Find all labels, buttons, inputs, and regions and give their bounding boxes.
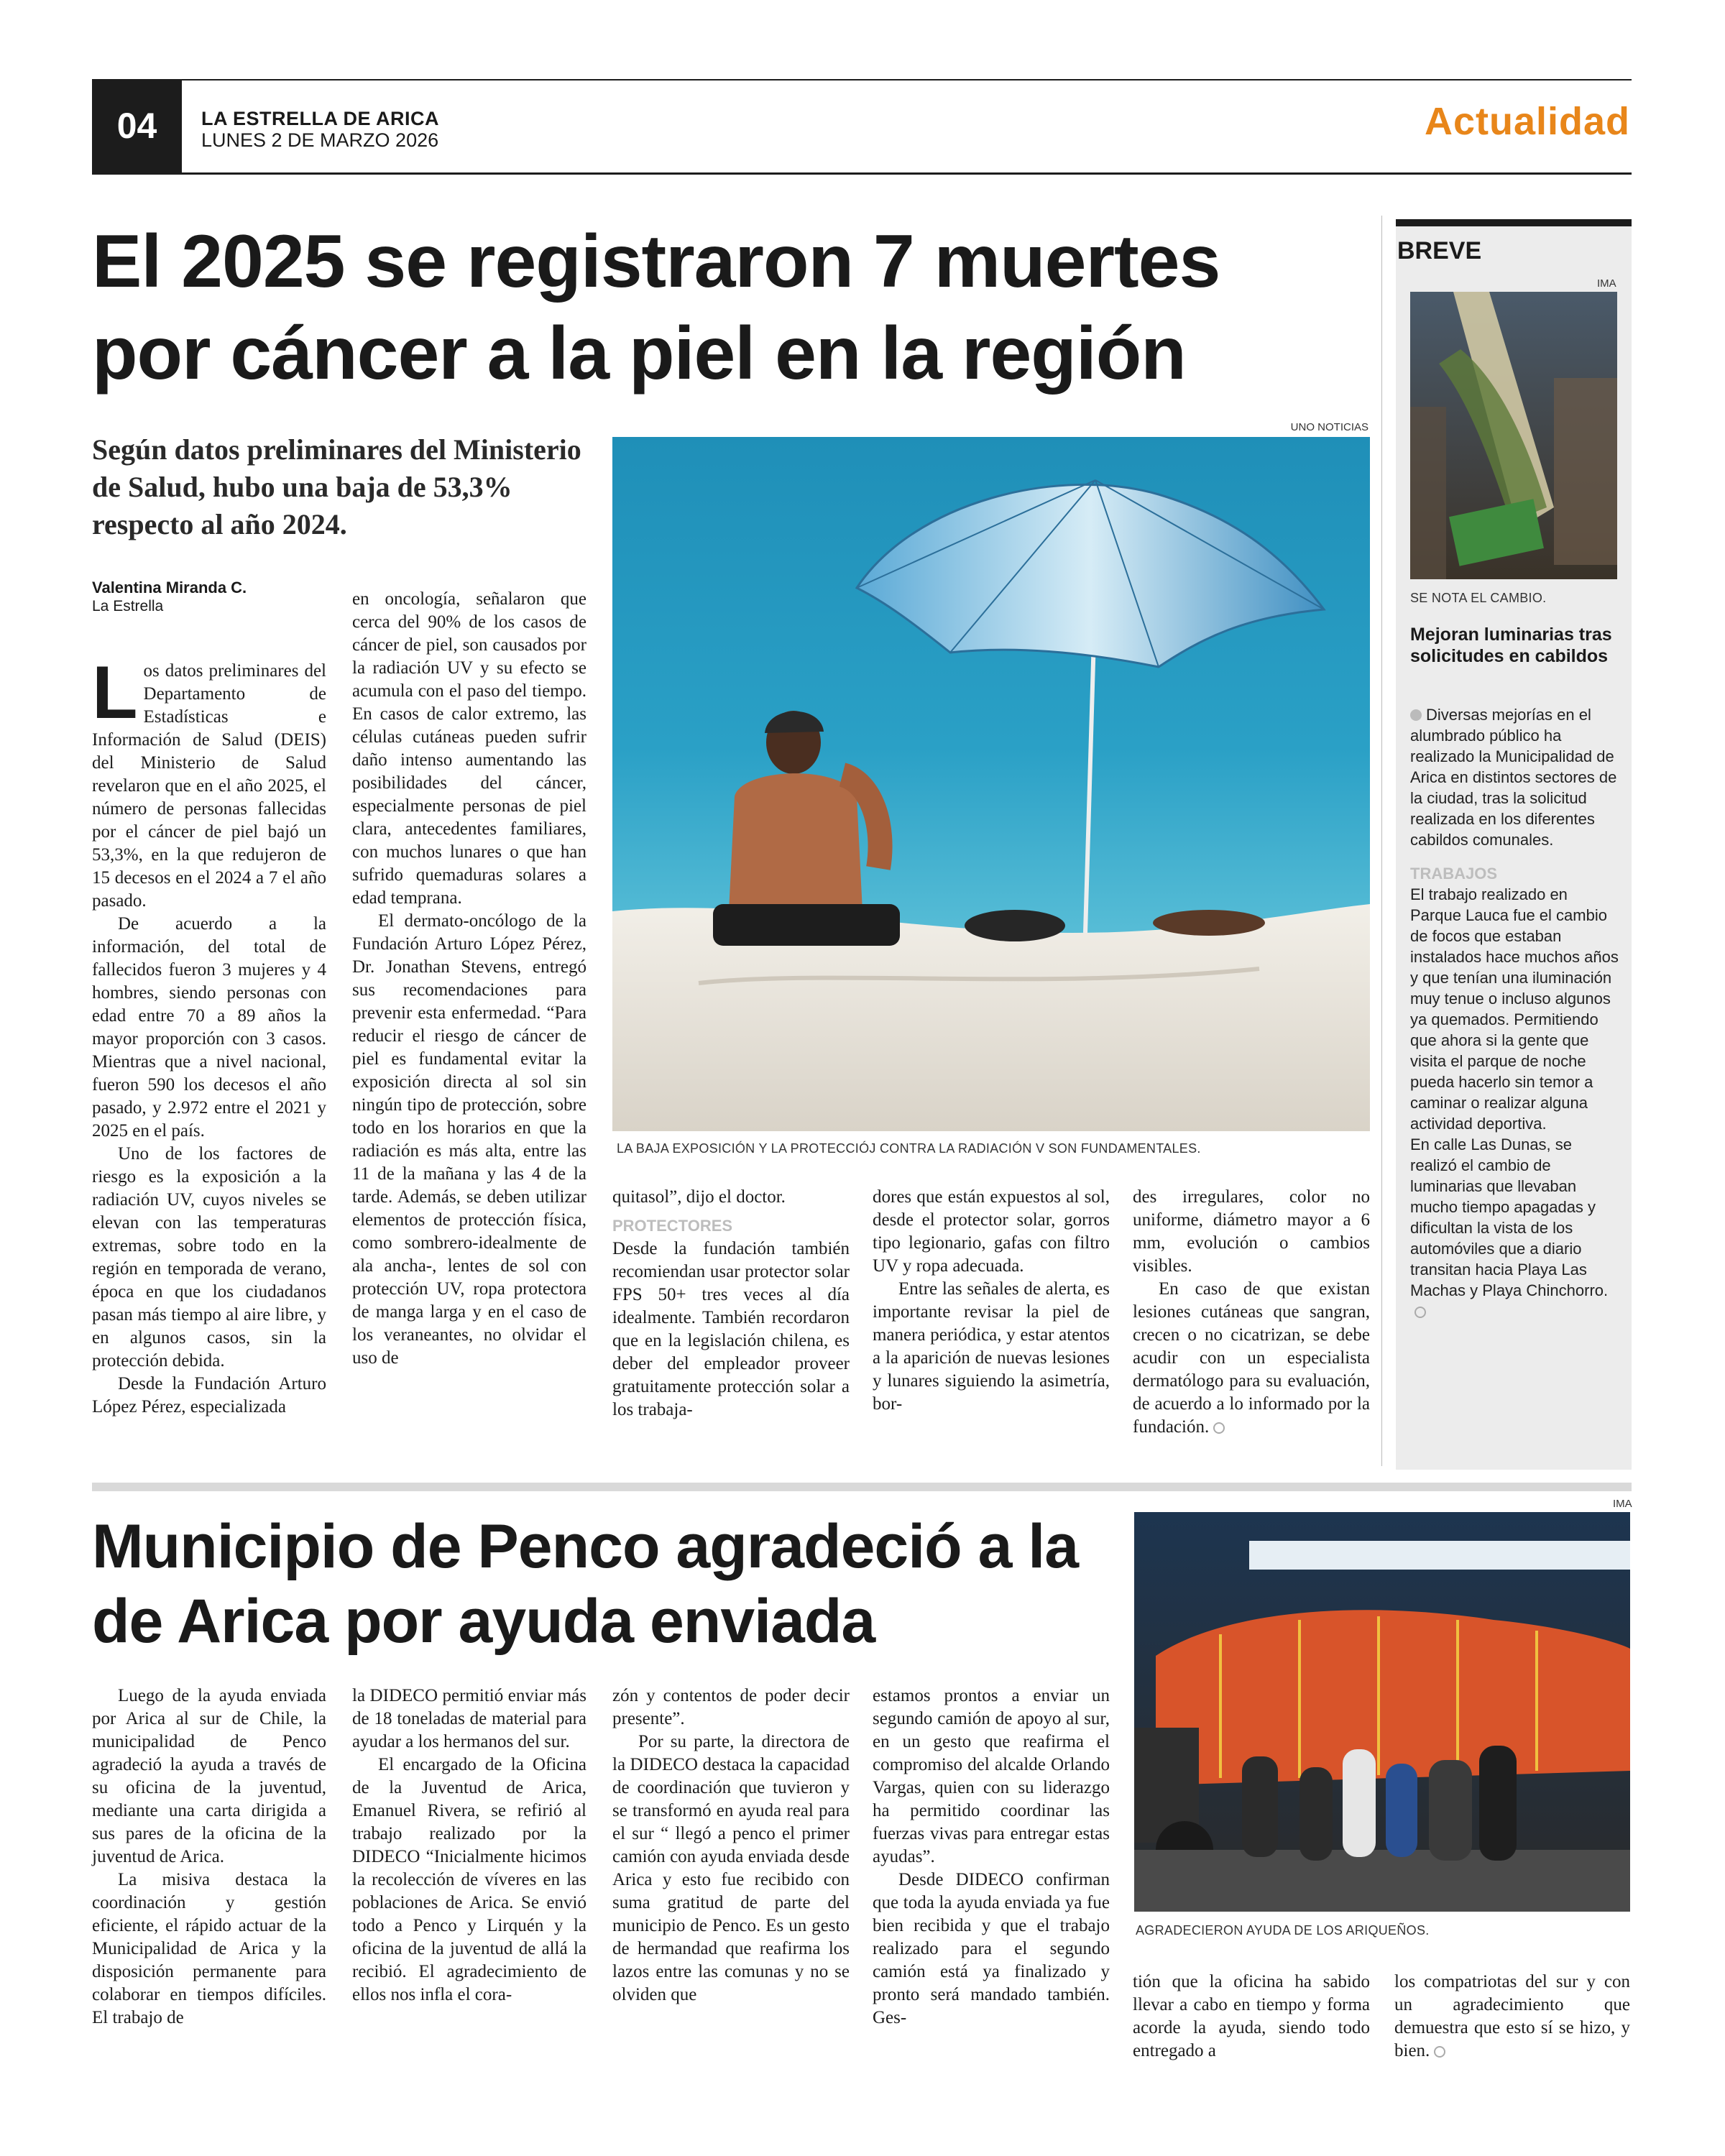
article-1-column-1: [92, 651, 326, 1419]
masthead-rule-top: [92, 79, 1632, 80]
photo-caption: SE NOTA EL CAMBIO.: [1410, 591, 1547, 605]
article-2-column-3: [612, 1685, 850, 2007]
breve-body: [1410, 704, 1619, 1322]
beach-photo: [612, 437, 1370, 1131]
paragraph: Luego de la ayuda enviada por Arica al sur de Chile, la municipalidad de Penco agradeció la ayuda a través de su oficina de la juventud, mediante una carta dirigida a sus pares de la oficina de la juventud de Arica.: [92, 1686, 326, 1866]
bag-on-sand: [965, 910, 1065, 941]
article-1-headline: [92, 216, 1386, 400]
photo-credit: IMA: [1613, 1498, 1632, 1510]
article-1-column-3: [612, 1186, 850, 1422]
headline-line: de Arica por ayuda enviada: [92, 1587, 875, 1656]
paragraph: quitasol”, dijo el doctor.: [612, 1187, 786, 1207]
article-2-column-1: [92, 1685, 326, 2030]
paragraph: en oncología, señalaron que cerca del 90% de los casos de cáncer de piel, son causados por la radiación UV y su efecto se acumula con el paso del tiempo. En casos de calor extremo, las células cutáneas pueden sufrir daño intenso aumentando las posibilidades del cáncer, especialmente personas de piel clara, antecedentes familiares, con muchos lunares o que han sufrido quemaduras solares a edad temprana.: [352, 589, 586, 908]
paragraph: Entre las señales de alerta, es importante revisar la piel de manera periódica, y estar atentos a la aparición de nuevas lesiones y lunares siguiendo la asimetría, bor-: [873, 1279, 1110, 1414]
paragraph: El trabajo realizado en Parque Lauca fue el cambio de focos que estaban instalados hace muchos años y que tenían una iluminación muy tenue o incluso algunos ya quemados. Permitiendo que ahora si la gente que visita el parque de noche pueda hacerlo sin temor a caminar o realizar alguna actividad deportiva.: [1410, 885, 1619, 1133]
man-shorts: [713, 904, 900, 946]
paragraph: [1410, 1134, 1619, 1322]
paragraph: os datos preliminares del Departamento de Estadísticas e Información de Salud (DEIS) del Ministerio de Salud revelaron que en el año 2025, el número de personas fallecidas por el cáncer de piel bajó un 53,3%, en la que redujeron de 15 decesos en el 2024 a 7 el año pasado.: [92, 661, 326, 911]
paragraph: des irregulares, color no uniforme, diámetro mayor a 6 mm, evolución o cambios visibles.: [1133, 1187, 1370, 1276]
person: [1242, 1756, 1278, 1857]
person: [1300, 1767, 1333, 1861]
paragraph: Por su parte, la directora de la DIDECO destaca la capacidad de coordinación que tuvieron y se transformó en ayuda real para el sur “ llegó a penco el primer camión con ayuda enviada desde Arica y esto fue recibido con suma gratitud de parte del municipio de Penco. Es un gesto de hermandad que reafirma los lazos entre las comunas y no se olviden que: [612, 1732, 850, 2004]
headline-line: El 2025 se registraron 7 muertes: [92, 220, 1220, 303]
article-1-column-4: [873, 1186, 1110, 1416]
column-divider: [1381, 216, 1382, 1466]
article-1-deck: Según datos preliminares del Ministerio de Salud, hubo una baja de 53,3% respecto al año 2024.: [92, 433, 581, 540]
photo-caption: LA BAJA EXPOSICIÓN Y LA PROTECCIÓJ CONTRA LA RADIACIÓN V SON FUNDAMENTALES.: [617, 1141, 1201, 1156]
breve-title: Mejoran luminarias tras solicitudes en cabildos: [1410, 625, 1612, 666]
headline-line: Municipio de Penco agradeció a la: [92, 1512, 1079, 1581]
person-lying: [1153, 910, 1265, 936]
paragraph: La misiva destaca la coordinación y gestión eficiente, el rápido actuar de la Municipalidad de Arica y la disposición permanente para colaborar en tiempos difíciles. El trabajo de: [92, 1870, 326, 2027]
paragraph: Diversas mejorías en el alumbrado público ha realizado la Municipalidad de Arica en distintos sectores de la ciudad, tras la solicitud realizada en los diferentes cabildos comunales.: [1410, 706, 1617, 849]
park-aerial-photo: [1410, 292, 1617, 579]
houses-right: [1554, 378, 1617, 565]
page-number: 04: [92, 79, 182, 172]
person: [1479, 1746, 1517, 1861]
truck-cargo-tarp: [1156, 1610, 1630, 1785]
subhead: PROTECTORES: [612, 1217, 733, 1235]
photo-caption: AGRADECIERON AYUDA DE LOS ARIQUEÑOS.: [1136, 1923, 1430, 1938]
paragraph: Desde la fundación también recomiendan usar protector solar FPS 50+ tres veces al día idealmente. También recordaron que en la legislación chilena, es deber del empleador proveer gratuitamente protección solar a los trabaja-: [612, 1239, 850, 1419]
person: [1343, 1749, 1376, 1857]
issue-date: LUNES 2 DE MARZO 2026: [201, 129, 439, 151]
paragraph: El encargado de la Oficina de la Juventud de Arica, Emanuel Rivera, se refirió al trabajo realizado por la DIDECO “Inicialmente hicimos la recolección de víveres en las poblaciones de Arica. Se envió todo a Penco y Lirquén y la oficina de la juventud de allá la recibió. El agradecimiento de ellos nos infla el cora-: [352, 1755, 586, 2004]
person: [1429, 1760, 1472, 1861]
byline-org: La Estrella: [92, 598, 164, 614]
paragraph-text: los compatriotas del sur y con un agradecimiento que demuestra que esto sí se hizo, y bien.: [1394, 1972, 1630, 2060]
truck-group-photo: [1134, 1512, 1630, 1912]
paragraph: zón y contentos de poder decir presente”.: [612, 1686, 850, 1728]
paragraph: Desde DIDECO confirman que toda la ayuda enviada ya fue bien recibida y que el trabajo realizado para el segundo camión está ya finalizado y pronto será mandado también. Ges-: [873, 1870, 1110, 2027]
paragraph: estamos prontos a enviar un segundo camión de apoyo al sur, en un gesto que reafirma el compromiso del alcalde Orlando Vargas, quien con su liderazgo ha permitido coordinar las fuerzas vivas para entregar estas ayudas”.: [873, 1686, 1110, 1866]
paragraph: la DIDECO permitió enviar más de 18 toneladas de material para ayudar a los hermanos del sur.: [352, 1686, 586, 1751]
article-divider: [92, 1483, 1632, 1491]
station-canopy: [1249, 1541, 1630, 1570]
article-2-column-4: [873, 1685, 1110, 2030]
photo-credit: IMA: [1597, 277, 1616, 290]
paragraph: dores que están expuestos al sol, desde el protector solar, gorros tipo legionario, gafas con filtro UV y ropa adecuada.: [873, 1187, 1110, 1276]
bullet-icon: [1410, 709, 1422, 721]
article-2-headline: [92, 1509, 1113, 1659]
pavement: [1134, 1850, 1630, 1912]
end-mark-icon: [1434, 2046, 1445, 2058]
article-2-column-5: [1133, 1971, 1370, 2063]
headline-line: por cáncer a la piel en la región: [92, 312, 1186, 395]
houses-left: [1410, 407, 1446, 579]
article-2-column-6: [1394, 1971, 1630, 2063]
photo-credit: UNO NOTICIAS: [1290, 421, 1368, 433]
breve-label: BREVE: [1397, 237, 1482, 264]
paragraph-text: En calle Las Dunas, se realizó el cambio de luminarias que llevaban mucho tiempo apagadas y dificultan la vista de los automóviles que a diario transitan hacia Playa Las Machas y Playa Chinchorro.: [1410, 1135, 1609, 1299]
section-name: Actualidad: [1424, 100, 1630, 143]
drop-cap: L: [92, 651, 138, 734]
paragraph: De acuerdo a la información, del total de fallecidos fueron 3 mujeres y 4 hombres, siendo personas con edad entre 70 a 89 años la mayor proporción con 3 casos. Mientras que a nivel nacional, fueron 590 los decesos el año pasado, y 2.972 entre el 2021 y 2025 en el país.: [92, 914, 326, 1141]
paragraph: Uno de los factores de riesgo es la exposición a la radiación UV, cuyos niveles se elevan con las temperaturas extremas, sobre todo en la región en temporada de verano, época en que los ciudadanos pasan más tiempo al aire libre, y en algunos casos, sin la protección debida.: [92, 1144, 326, 1370]
paragraph: [1133, 1278, 1370, 1439]
paragraph: Desde la Fundación Arturo López Pérez, especializada: [92, 1374, 326, 1416]
paragraph-text: En caso de que existan lesiones cutáneas que sangran, crecen o no cicatrizan, se debe acudir con un especialista dermatólogo para su evaluación, de acuerdo a lo informado por la fundación.: [1133, 1279, 1370, 1437]
end-mark-icon: [1414, 1307, 1426, 1318]
end-mark-icon: [1213, 1422, 1225, 1434]
paragraph: El dermato-oncólogo de la Fundación Arturo López Pérez, Dr. Jonathan Stevens, entregó sus recomendaciones para prevenir esta enfermedad. “Para reducir el riesgo de cáncer de piel es fundamental evitar la exposición directa al sol sin ningún tipo de protección, sobre todo en los horarios en que la radiación es más alta, entre las 11 de la mañana y las 4 de la tarde. Además, se deben utilizar elementos de protección física, como sombrero-idealmente de ala ancha-, lentes de sol con protección UV, ropa protectora de manga larga y en el caso de los veraneantes, no olvidar el uso de: [352, 911, 586, 1368]
paragraph: tión que la oficina ha sabido llevar a cabo en tiempo y forma acorde la ayuda, siendo todo entregado a: [1133, 1972, 1370, 2060]
article-1-column-5: [1133, 1186, 1370, 1439]
paper-name: LA ESTRELLA DE ARICA: [201, 108, 439, 129]
masthead-rule-bottom: [92, 172, 1632, 175]
paragraph: [1394, 1971, 1630, 2063]
subhead: TRABAJOS: [1410, 865, 1498, 883]
person: [1386, 1764, 1417, 1857]
article-1-column-2: [352, 588, 586, 1370]
article-2-column-2: [352, 1685, 586, 2007]
byline: Valentina Miranda C.: [92, 579, 247, 596]
